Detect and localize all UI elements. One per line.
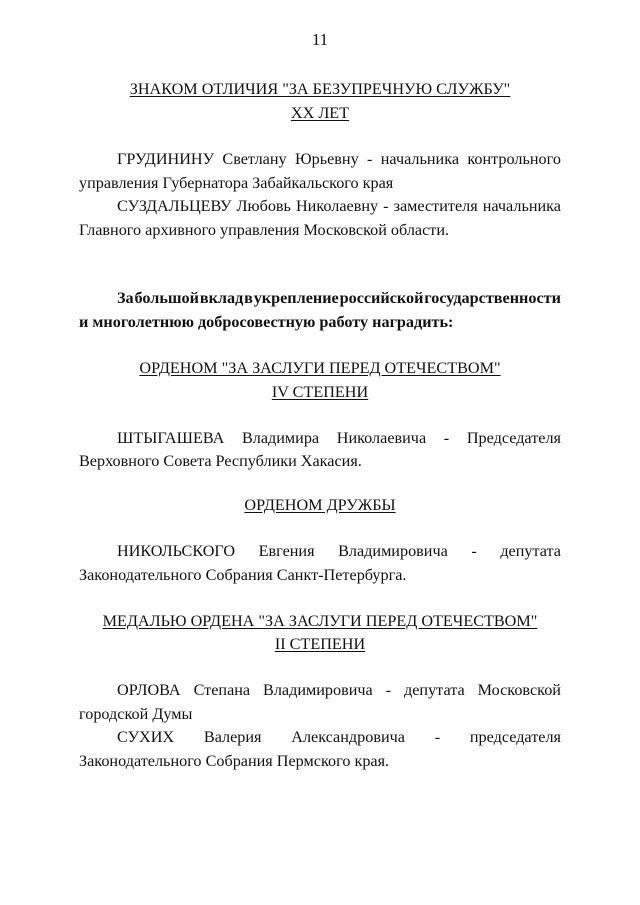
recipient-surname: СУЗДАЛЬЦЕВУ [117, 197, 232, 215]
award-heading-degree: IV СТЕПЕНИ [271, 383, 369, 401]
entry-word: Степана [193, 681, 251, 699]
entry-line-first [79, 197, 561, 216]
decree-word: российской [339, 289, 424, 307]
entry-word: Любовь [236, 197, 291, 215]
entry-word: контрольного [467, 150, 561, 168]
award-heading-title: ОРДЕНОМ "ЗА ЗАСЛУГИ ПЕРЕД ОТЕЧЕСТВОМ" [139, 359, 501, 377]
entry-word: Николаевну [295, 197, 379, 215]
entry-word: Евгения [258, 542, 315, 560]
entry-word: депутата [404, 681, 465, 699]
entry-line-first [79, 542, 561, 561]
entry-line-first [79, 728, 561, 747]
decree-line-second: и многолетнюю добросовестную работу наградить: [79, 313, 454, 331]
decree-word: большой [134, 289, 199, 307]
entry-word: Александровича [291, 728, 405, 746]
decree-line-first [79, 289, 561, 308]
decree-word: укрепление [253, 289, 339, 307]
decree-word: в [244, 289, 253, 307]
entry-dash: - [471, 542, 477, 560]
entry-word: заместителя [393, 197, 478, 215]
entry-word: начальника [380, 150, 460, 168]
entry-dash: - [383, 197, 389, 215]
recipient-surname: СУХИХ [117, 728, 175, 746]
entry-line-second: Законодательного Собрания Пермского края. [79, 752, 390, 770]
entry-line-second: Главного архивного управления Московской области. [79, 221, 450, 239]
entry-dash: - [367, 150, 373, 168]
entry-word: начальника [482, 197, 561, 215]
award-heading-title: ОРДЕНОМ ДРУЖБЫ [244, 496, 396, 514]
entry-word: Московской [477, 681, 561, 699]
award-heading-title: ЗНАКОМ ОТЛИЧИЯ "ЗА БЕЗУПРЕЧНУЮ СЛУЖБУ" [129, 80, 511, 98]
entry-word: Валерия [203, 728, 262, 746]
entry-word: председателя [469, 728, 561, 746]
entry-line-first [79, 150, 561, 169]
entry-word: Светлану [222, 150, 287, 168]
entry-dash: - [434, 728, 441, 746]
recipient-surname: НИКОЛЬСКОГО [117, 542, 236, 560]
award-heading-degree: II СТЕПЕНИ [274, 635, 366, 653]
entry-word: Владимировича [263, 681, 373, 699]
award-heading-title: МЕДАЛЬЮ ОРДЕНА "ЗА ЗАСЛУГИ ПЕРЕД ОТЕЧЕСТВОМ" [102, 612, 538, 630]
entry-word: Председателя [466, 429, 561, 447]
entry-line-first [79, 429, 561, 448]
entry-line-second: городской Думы [79, 705, 193, 723]
decree-word: За [117, 289, 134, 307]
decree-word: вклад [199, 289, 244, 307]
recipient-surname: ГРУДИНИНУ [117, 150, 215, 168]
entry-line-first [79, 681, 561, 700]
page-number: 11 [311, 30, 329, 49]
entry-dash: - [443, 429, 450, 447]
entry-word: депутата [500, 542, 561, 560]
entry-word: Владимира [241, 429, 320, 447]
entry-dash: - [385, 681, 392, 699]
entry-line-second: Верховного Совета Республики Хакасия. [79, 452, 362, 470]
award-heading-degree: XX ЛЕТ [290, 104, 350, 122]
decree-word: государственности [424, 289, 561, 307]
entry-word: Владимировича [338, 542, 448, 560]
entry-word: Николаевича [336, 429, 427, 447]
recipient-surname: ОРЛОВА [117, 681, 181, 699]
entry-line-second: Законодательного Собрания Санкт-Петербурга. [79, 566, 407, 584]
entry-line-second: управления Губернатора Забайкальского края [79, 174, 394, 192]
recipient-surname: ШТЫГАШЕВА [117, 429, 225, 447]
entry-word: Юрьевну [294, 150, 359, 168]
